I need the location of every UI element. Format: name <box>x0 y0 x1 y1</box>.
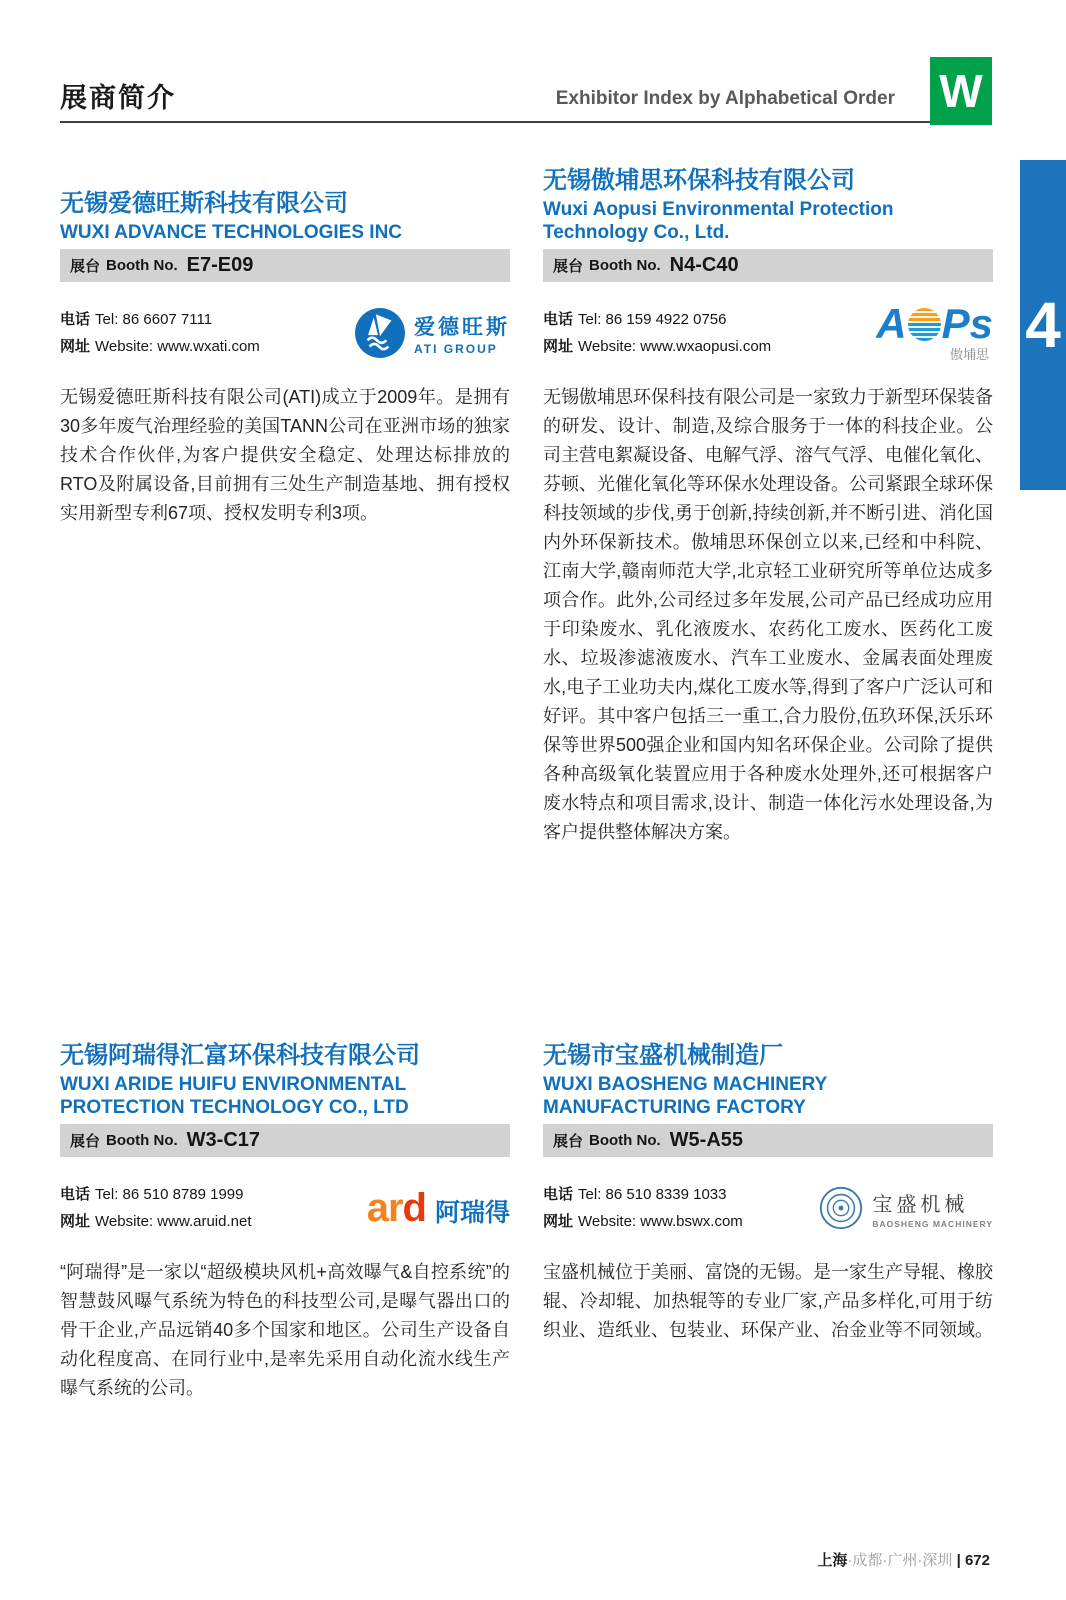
booth-label-en: Booth No. <box>589 1132 661 1149</box>
tel-label-cn: 电话 <box>60 311 91 328</box>
aops-logo-letters-ps: Ps <box>941 300 993 347</box>
exhibitor-title-block <box>543 1025 993 1119</box>
tel-line <box>543 306 771 333</box>
contact-row <box>543 1178 993 1238</box>
booth-label-en: Booth No. <box>106 257 178 274</box>
exhibitor-description: 无锡爱德旺斯科技有限公司(ATI)成立于2009年。是拥有30多年废气治理经验的美国TANN公司在亚洲市场的独家技术合作伙伴,为客户提供安全稳定、处理达标排放的RTO及附属设备,目前拥有三处生产制造基地、拥有授权实用新型专利67项、授权发明专利3项。 <box>60 387 510 523</box>
tel-label-cn: 电话 <box>60 1186 91 1203</box>
exhibitor-description: 宝盛机械位于美丽、富饶的无锡。是一家生产导辊、橡胶辊、冷却辊、加热辊等的专业厂家,产品多样化,可用于纺织业、造纸业、包装业、环保产业、冶金业等不同领域。 <box>543 1262 993 1340</box>
tel-label-en: Tel: <box>95 311 119 328</box>
footer-cities: ·成都·广州·深圳 <box>847 1552 953 1569</box>
company-logo <box>366 1185 510 1230</box>
footer-page-number: 672 <box>964 1552 990 1569</box>
contact-row <box>60 1178 510 1238</box>
exhibitor-card <box>60 146 510 528</box>
website-label-cn: 网址 <box>543 338 574 355</box>
website-label-cn: 网址 <box>60 1213 91 1230</box>
company-logo <box>876 300 993 363</box>
website-label-cn: 网址 <box>543 1213 574 1230</box>
booth-label-cn: 展台 <box>553 1133 584 1150</box>
page-title-cn: 展商简介 <box>60 83 176 113</box>
tel-label-en: Tel: <box>95 1186 119 1203</box>
aops-logo-text-cn: 傲埔思 <box>949 347 989 362</box>
baosheng-logo <box>817 1184 993 1232</box>
tel-label-en: Tel: <box>578 1186 602 1203</box>
booth-number: W3-C17 <box>186 1129 261 1151</box>
website-line <box>543 1208 743 1235</box>
tel-value: 86 510 8339 1033 <box>605 1186 727 1203</box>
booth-label-cn: 展台 <box>70 1133 101 1150</box>
ati-logo-text-en: ATI GROUP <box>414 341 498 356</box>
aops-globe-icon <box>908 308 941 341</box>
booth-bar <box>60 249 510 282</box>
exhibitor-name-en: WUXI ARIDE HUIFU ENVIRONMENTAL PROTECTION TECHNOLOGY CO., LTD <box>60 1073 409 1118</box>
exhibitor-name-en: Wuxi Aopusi Environmental Protection Technology Co., Ltd. <box>543 198 894 243</box>
exhibitor-title-block <box>60 1025 510 1119</box>
website-label-en: Website: <box>95 1213 154 1230</box>
contact-block <box>60 1181 252 1235</box>
ard-logo-letters-ar: ar <box>366 1185 403 1230</box>
ard-logo <box>366 1185 510 1230</box>
tel-line <box>543 1181 743 1208</box>
contact-block <box>60 306 260 360</box>
ati-logo-text-cn: 爱德旺斯 <box>414 315 510 339</box>
booth-bar <box>543 1124 993 1157</box>
company-logo <box>817 1184 993 1232</box>
exhibitor-description: 无锡傲埔思环保科技有限公司是一家致力于新型环保装备的研发、设计、制造,及综合服务于一体的科技企业。公司主营电絮凝设备、电解气浮、溶气气浮、电催化氧化、芬顿、光催化氧化等环保水处理设备。公司紧跟全球环保科技领域的步伐,勇于创新,持续创新,并不断引进、消化国内外环保新技术。傲埔思环保创立以来,已经和中科院、江南大学,赣南师范大学,北京轻工业研究所等单位达成多项合作。此外,公司经过多年发展,公司产品已经成功应用于印染废水、乳化液废水、农药化工废水、医药化工废水、垃圾渗滤液废水、汽车工业废水、金属表面处理废水,电子工业功夫内,煤化工废水等,得到了客户广泛认可和好评。其中客户包括三一重工,合力股份,伍玖环保,沃乐环保等世界500强企业和国内知名环保企业。公司除了提供各种高级氧化装置应用于各种废水处理外,还可根据客户废水特点和项目需求,设计、制造一体化污水处理设备,为客户提供整体解决方案。 <box>543 387 993 842</box>
footer-city-primary: 上海 <box>817 1552 848 1569</box>
booth-label-cn: 展台 <box>553 258 584 275</box>
website-value: www.wxati.com <box>157 338 260 355</box>
contact-row <box>60 303 510 363</box>
page-title-en: Exhibitor Index by Alphabetical Order <box>555 88 895 109</box>
website-value: www.bswx.com <box>640 1213 743 1230</box>
tel-value: 86 510 8789 1999 <box>122 1186 244 1203</box>
exhibitor-name-en: WUXI ADVANCE TECHNOLOGIES INC <box>60 221 403 243</box>
page-footer <box>0 1549 990 1570</box>
booth-number: N4-C40 <box>669 254 739 276</box>
exhibitor-name-cn: 无锡市宝盛机械制造厂 <box>543 1042 783 1070</box>
exhibitor-card <box>543 1025 993 1345</box>
header-divider <box>60 121 992 123</box>
tel-value: 86 6607 7111 <box>122 311 213 328</box>
ard-logo-text-cn: 阿瑞得 <box>434 1198 510 1227</box>
booth-label-en: Booth No. <box>106 1132 178 1149</box>
baosheng-logo-text-en: BAOSHENG MACHINERY <box>872 1218 993 1229</box>
company-logo <box>354 307 510 359</box>
ard-logo-letter-d: d <box>402 1185 426 1230</box>
exhibitor-title-block <box>543 146 993 244</box>
index-letter-badge: W <box>930 57 992 125</box>
exhibitor-description: “阿瑞得”是一家以“超级模块风机+高效曝气&自控系统”的智慧鼓风曝气系统为特色的科技型公司,是曝气器出口的骨干企业,产品远销40多个国家和地区。公司生产设备自动化程度高、在同行业中,是率先采用自动化流水线生产曝气系统的公司。 <box>60 1262 510 1398</box>
exhibitor-card <box>543 146 993 847</box>
website-value: www.aruid.net <box>157 1213 252 1230</box>
exhibitor-name-en: WUXI BAOSHENG MACHINERY MANUFACTURING FACTORY <box>543 1073 827 1118</box>
website-line <box>60 333 260 360</box>
tel-label-en: Tel: <box>578 311 602 328</box>
booth-number: E7-E09 <box>186 254 254 276</box>
website-label-en: Website: <box>578 1213 637 1230</box>
ati-logo <box>354 307 510 359</box>
ati-logo-icon <box>354 307 406 359</box>
tel-value: 86 159 4922 0756 <box>605 311 727 328</box>
website-label-en: Website: <box>95 338 154 355</box>
aops-logo-letter-a: A <box>876 300 907 347</box>
tel-line <box>60 1181 252 1208</box>
contact-block <box>543 306 771 360</box>
website-line <box>543 333 771 360</box>
baosheng-logo-text-cn: 宝盛机械 <box>872 1193 969 1216</box>
baosheng-logo-icon <box>817 1184 865 1232</box>
booth-label-cn: 展台 <box>70 258 101 275</box>
exhibitor-title-block <box>60 146 510 244</box>
tel-label-cn: 电话 <box>543 311 574 328</box>
booth-bar <box>60 1124 510 1157</box>
website-label-cn: 网址 <box>60 338 91 355</box>
tel-label-cn: 电话 <box>543 1186 574 1203</box>
contact-row <box>543 300 993 363</box>
exhibitor-name-cn: 无锡傲埔思环保科技有限公司 <box>543 167 855 195</box>
footer-divider: | <box>952 1552 965 1569</box>
exhibitor-name-cn: 无锡阿瑞得汇富环保科技有限公司 <box>60 1042 420 1070</box>
aops-logo <box>876 300 993 363</box>
booth-number: W5-A55 <box>669 1129 744 1151</box>
contact-block <box>543 1181 743 1235</box>
website-line <box>60 1208 252 1235</box>
tel-line <box>60 306 260 333</box>
booth-bar <box>543 249 993 282</box>
website-label-en: Website: <box>578 338 637 355</box>
website-value: www.wxaopusi.com <box>640 338 772 355</box>
exhibitor-name-cn: 无锡爱德旺斯科技有限公司 <box>60 190 348 218</box>
exhibitor-card <box>60 1025 510 1403</box>
section-number-tab: 4 <box>1020 160 1066 490</box>
booth-label-en: Booth No. <box>589 257 661 274</box>
